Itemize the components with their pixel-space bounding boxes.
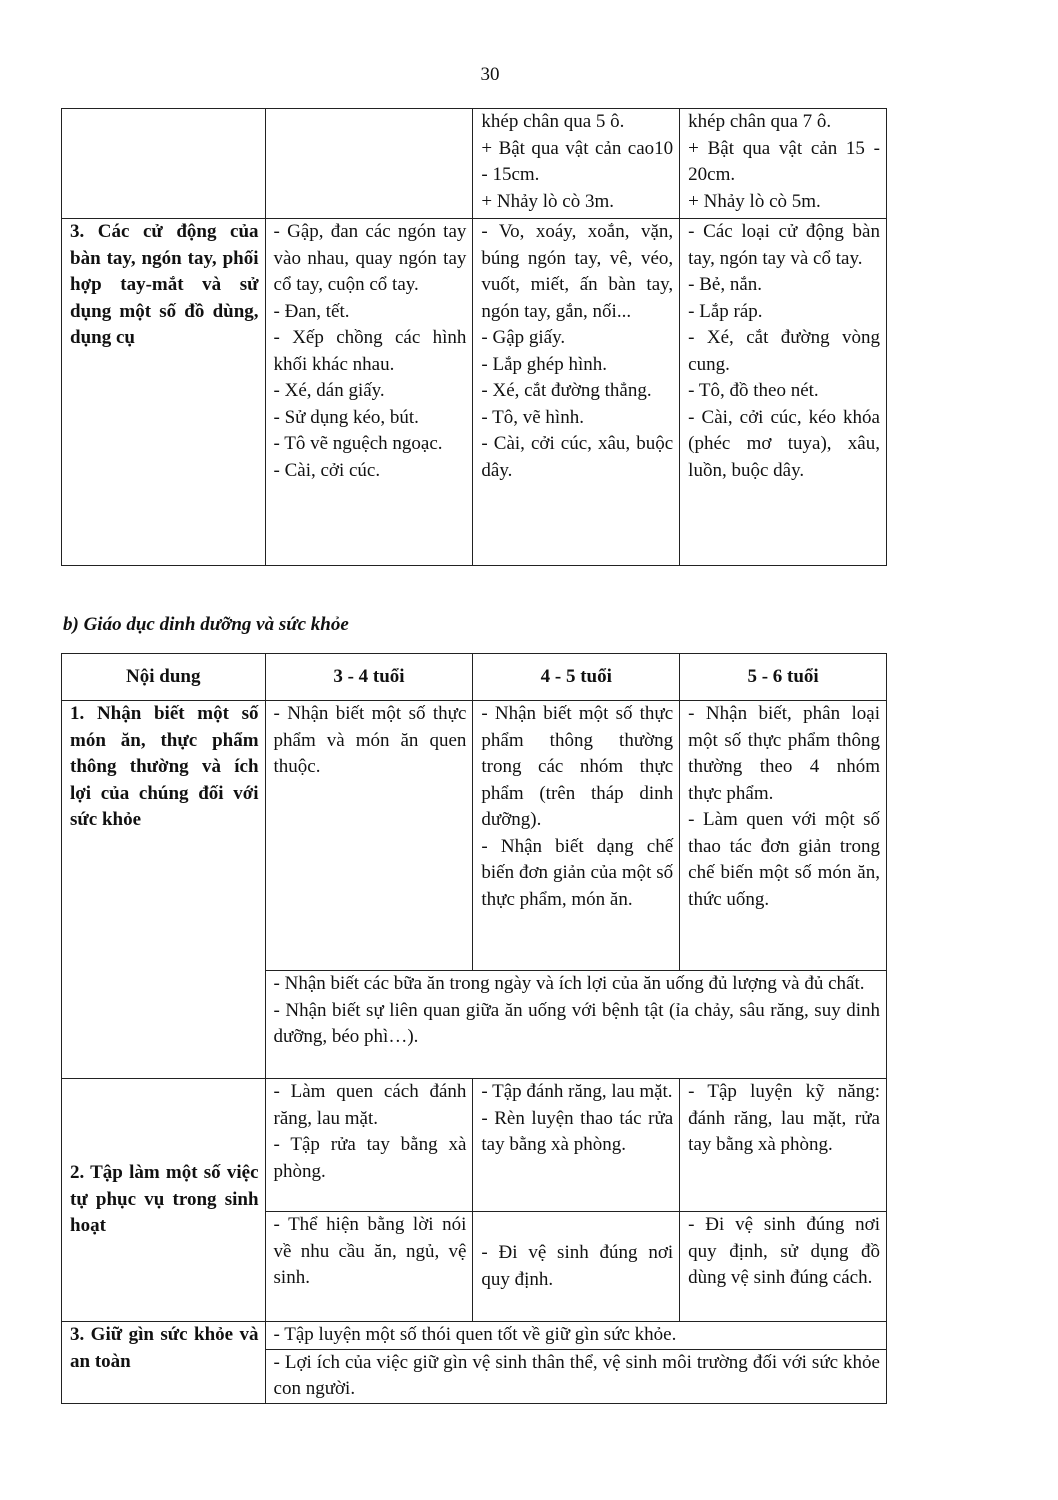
cell-line: khép chân qua 5 ô. bbox=[481, 111, 625, 132]
column-header: 3 - 4 tuổi bbox=[265, 654, 473, 701]
section-heading: b) Giáo dục dinh dưỡng và sức khỏe bbox=[63, 614, 349, 635]
cell-line: - Tô vẽ nguệch ngoạc. bbox=[273, 433, 443, 454]
table-header-row bbox=[62, 654, 887, 701]
row-title: 1. Nhận biết một số món ăn, thực phẩm thông thường và ích lợi của chúng đối với sức khỏe bbox=[62, 701, 266, 1079]
cell-line: - Làm quen cách đánh răng, lau mặt. bbox=[273, 1081, 467, 1129]
cell-line: - Thể hiện bằng lời nói về nhu cầu ăn, ngủ, vệ sinh. bbox=[273, 1214, 467, 1288]
cell-line: - Làm quen với một số thao tác đơn giản trong chế biến một số món ăn, thức uống. bbox=[688, 809, 880, 910]
cell-line: - Gập, đan các ngón tay vào nhau, quay ngón tay cổ tay, cuộn cổ tay. bbox=[273, 221, 467, 295]
cell-line: - Nhận biết sự liên quan giữa ăn uống với bệnh tật (ỉa chảy, sâu răng, suy dinh dưỡng, béo phì…). bbox=[273, 999, 880, 1047]
cell-line: - Đi vệ sinh đúng nơi quy định, sử dụng đồ dùng vệ sinh đúng cách. bbox=[688, 1214, 880, 1288]
cell-3-4 bbox=[265, 1079, 473, 1212]
cell-common: - Lợi ích của việc giữ gìn vệ sinh thân thể, vệ sinh môi trường đối với sức khỏe con người. bbox=[265, 1349, 886, 1403]
cell-common: - Tập luyện một số thói quen tốt về giữ gìn sức khỏe. bbox=[265, 1322, 886, 1350]
cell-line: - Đan, tết. bbox=[273, 300, 350, 322]
cell-line: - Các loại cử động bàn tay, ngón tay và cổ tay. bbox=[688, 221, 880, 269]
cell-line: - Nhận biết dạng chế biến đơn giản của một số thực phẩm, món ăn. bbox=[481, 835, 674, 910]
cell-5-6 bbox=[680, 109, 887, 219]
cell-line: - Đi vệ sinh đúng nơi quy định. bbox=[481, 1242, 674, 1290]
cell-4-5 bbox=[473, 219, 680, 566]
empty-cell bbox=[62, 109, 266, 219]
cell-4-5 bbox=[473, 1079, 680, 1212]
cell-line: - Lắp ghép hình. bbox=[481, 353, 607, 375]
page-number: 30 bbox=[480, 64, 500, 85]
cell-3-4 bbox=[265, 219, 473, 566]
cell-line: - Nhận biết một số thực phẩm thông thường trong các nhóm thực phẩm (trên tháp dinh dưỡng). bbox=[481, 703, 674, 830]
cell-line: - Nhận biết các bữa ăn trong ngày và ích lợi của ăn uống đủ lượng và đủ chất. bbox=[273, 973, 865, 994]
cell-common bbox=[265, 971, 886, 1079]
cell-3-4 bbox=[265, 1212, 473, 1322]
cell-5-6 bbox=[680, 219, 887, 566]
cell-line: - Xé, dán giấy. bbox=[273, 380, 385, 401]
cell-line: - Tập rửa tay bằng xà phòng. bbox=[273, 1134, 467, 1182]
table-nutrition-health bbox=[61, 653, 887, 1404]
cell-line: - Sử dụng kéo, bút. bbox=[273, 406, 419, 428]
cell-4-5 bbox=[473, 1212, 680, 1322]
cell-4-5 bbox=[473, 109, 680, 219]
table-row bbox=[62, 219, 887, 566]
cell-line: - Cài, cởi cúc. bbox=[273, 459, 381, 481]
cell-4-5 bbox=[473, 701, 680, 971]
cell-line: - Nhận biết, phân loại một số thực phẩm thông thường theo 4 nhóm thực phẩm. bbox=[688, 703, 880, 804]
cell-line: - Nhận biết một số thực phẩm và món ăn quen thuộc. bbox=[273, 703, 467, 777]
cell-line: - Rèn luyện thao tác rửa tay bằng xà phòng. bbox=[481, 1107, 674, 1155]
table-row bbox=[62, 1079, 887, 1212]
cell-5-6 bbox=[680, 1079, 887, 1212]
cell-line: khép chân qua 7 ô. bbox=[688, 111, 832, 132]
row-title: 3. Giữ gìn sức khỏe và an toàn bbox=[62, 1322, 266, 1404]
row-title: 2. Tập làm một số việc tự phục vụ trong sinh hoạt bbox=[62, 1079, 266, 1322]
cell-line: - Tô, vẽ hình. bbox=[481, 406, 584, 428]
cell-line: - Tập luyện kỹ năng: đánh răng, lau mặt, rửa tay bằng xà phòng. bbox=[688, 1081, 880, 1155]
cell-line: - Tô, đồ theo nét. bbox=[688, 380, 819, 401]
cell-line: - Cài, cởi cúc, kéo khóa (phéc mơ tuya), xâu, luồn, buộc dây. bbox=[688, 406, 880, 481]
table-row bbox=[62, 1322, 887, 1350]
cell-line: - Vo, xoáy, xoắn, vặn, búng ngón tay, vê, véo, vuốt, miết, ấn bàn tay, ngón tay, gắn, nối... bbox=[481, 221, 674, 322]
cell-line: - Xé, cắt đường thẳng. bbox=[481, 380, 652, 401]
column-header: 5 - 6 tuổi bbox=[680, 654, 887, 701]
row-title: 3. Các cử động của bàn tay, ngón tay, phối hợp tay-mắt và sử dụng một số đồ dùng, dụng cụ bbox=[62, 219, 266, 566]
cell-line: + Nhảy lò cò 5m. bbox=[688, 190, 821, 212]
table-row bbox=[62, 701, 887, 971]
cell-3-4 bbox=[265, 701, 473, 971]
cell-line: - Xếp chồng các hình khối khác nhau. bbox=[273, 327, 467, 375]
column-header: 4 - 5 tuổi bbox=[473, 654, 680, 701]
column-header: Nội dung bbox=[62, 654, 266, 701]
cell-line: - Gập giấy. bbox=[481, 327, 566, 348]
cell-line: + Nhảy lò cò 3m. bbox=[481, 190, 615, 212]
cell-line: - Bẻ, nắn. bbox=[688, 274, 763, 295]
cell-line: - Xé, cắt đường vòng cung. bbox=[688, 327, 880, 375]
cell-line: - Cài, cởi cúc, xâu, buộc dây. bbox=[481, 433, 674, 481]
cell-line: - Lắp ráp. bbox=[688, 300, 763, 322]
empty-cell bbox=[265, 109, 473, 219]
table-row bbox=[62, 109, 887, 219]
cell-5-6 bbox=[680, 701, 887, 971]
cell-line: + Bật qua vật cản 15 - 20cm. bbox=[688, 137, 880, 185]
cell-line: + Bật qua vật cản cao10 - 15cm. bbox=[481, 137, 674, 185]
cell-line: - Tập đánh răng, lau mặt. bbox=[481, 1081, 673, 1102]
table-motor-skills bbox=[61, 108, 887, 566]
cell-5-6 bbox=[680, 1212, 887, 1322]
